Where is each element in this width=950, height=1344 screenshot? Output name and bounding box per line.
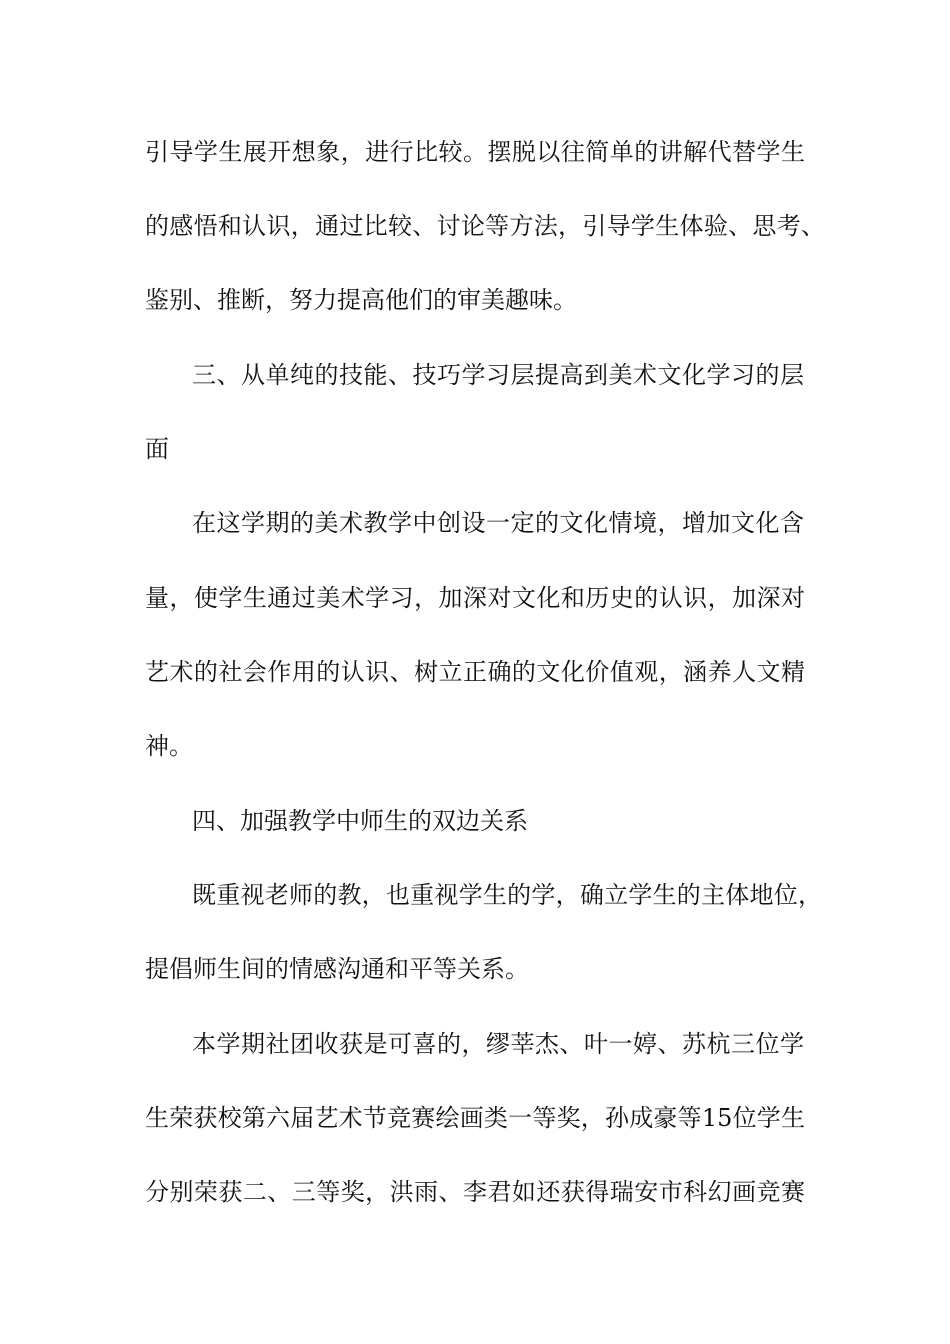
text-line-10	[0, 801, 950, 841]
text-line-5	[0, 429, 950, 469]
text-line-6-content: 在这学期的美术教学中创设一定的文化情境，增加文化含	[192, 509, 804, 537]
text-line-1-content: 引导学生展开想象，进行比较。摆脱以往简单的讲解代替学生	[145, 138, 805, 166]
text-line-6	[0, 503, 950, 543]
section-heading-three: 三、从单纯的技能、技巧学习层提高到美术文化学习的层	[192, 361, 804, 389]
section-heading-four: 四、加强教学中师生的双边关系	[192, 807, 528, 835]
text-line-2	[0, 206, 950, 246]
text-line-12-content: 提倡师生间的情感沟通和平等关系。	[145, 955, 529, 983]
text-line-1	[0, 132, 950, 172]
text-line-15	[0, 1172, 950, 1212]
text-line-4	[0, 355, 950, 395]
text-line-3	[0, 280, 950, 320]
text-line-8-content: 艺术的社会作用的认识、树立正确的文化价值观，涵养人文精	[145, 658, 805, 686]
text-line-7-content: 量，使学生通过美术学习，加深对文化和历史的认识，加深对	[145, 584, 805, 612]
text-line-9	[0, 726, 950, 766]
text-line-11	[0, 875, 950, 915]
text-line-8	[0, 652, 950, 692]
text-line-13	[0, 1024, 950, 1064]
text-line-9-content: 神。	[145, 732, 193, 760]
text-line-11-content: 既重视老师的教，也重视学生的学，确立学生的主体地位，	[192, 881, 822, 909]
text-line-2-content: 的感悟和认识，通过比较、讨论等方法，引导学生体验、思考、	[145, 212, 825, 240]
text-line-14-content: 生荣获校第六届艺术节竞赛绘画类一等奖，孙成豪等15位学生	[145, 1104, 805, 1132]
text-line-3-content: 鉴别、推断，努力提高他们的审美趣味。	[145, 286, 577, 314]
section-heading-three-continuation: 面	[145, 435, 169, 463]
text-line-15-content: 分别荣获二、三等奖，洪雨、李君如还获得瑞安市科幻画竞赛	[145, 1178, 805, 1206]
text-line-7	[0, 578, 950, 618]
text-line-13-content: 本学期社团收获是可喜的，缪莘杰、叶一婷、苏杭三位学	[192, 1030, 804, 1058]
text-line-12	[0, 949, 950, 989]
text-line-14	[0, 1098, 950, 1138]
